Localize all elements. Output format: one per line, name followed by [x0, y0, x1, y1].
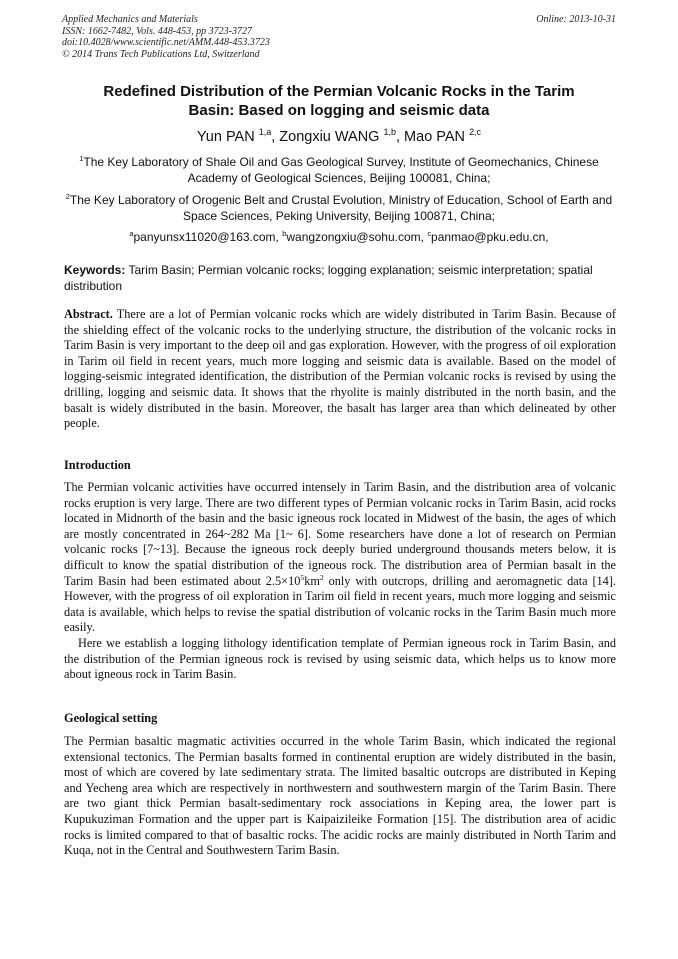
- email-b-sup: b: [282, 229, 287, 238]
- author-2: , Zongxiu WANG: [271, 129, 384, 145]
- introduction-heading: Introduction: [64, 458, 131, 472]
- online-date: Online: 2013-10-31: [536, 14, 616, 25]
- email-a-sup: a: [129, 229, 134, 238]
- copyright-line: © 2014 Trans Tech Publications Ltd, Switzerland: [62, 48, 260, 60]
- introduction-body: [64, 480, 616, 683]
- author-3: , Mao PAN: [396, 129, 470, 145]
- geological-setting-heading: Geological setting: [64, 711, 158, 725]
- abstract: [64, 307, 616, 432]
- email-a: panyunsx11020@163.com,: [133, 230, 283, 244]
- intro-p1-sup-a: 5: [300, 572, 305, 582]
- affiliation-1-sup: 1: [79, 154, 84, 163]
- affiliation-1: [62, 155, 616, 186]
- paper-title: [62, 82, 616, 120]
- affiliation-2-sup: 2: [65, 192, 70, 201]
- journal-name: Applied Mechanics and Materials: [62, 14, 198, 25]
- keywords-label: Keywords:: [64, 263, 126, 277]
- email-line: [62, 230, 616, 246]
- email-c-sup: c: [427, 229, 432, 238]
- keywords-text: Tarim Basin; Permian volcanic rocks; logging explanation; seismic interpretation; spatial distribution: [64, 263, 593, 293]
- doi-line: doi:10.4028/www.scientific.net/AMM.448-453.3723: [62, 37, 270, 49]
- affiliation-2-text: The Key Laboratory of Orogenic Belt and Crustal Evolution, Ministry of Education, School of Earth and Space Sciences, Peking University, Beijing 100871, China;: [69, 193, 613, 223]
- abstract-label: Abstract.: [64, 307, 113, 321]
- issn-line: ISSN: 1662-7482, Vols. 448-453, pp 3723-3727: [62, 25, 252, 37]
- intro-p1-text-a: The Permian volcanic activities have occurred intensely in Tarim Basin, and the distribution area of volcanic rocks eruption is very large. There are two different types of Permian volcanic rocks in Tarim Basin, acid rocks located in Midnorth of the basin and the basic igneous rock located in Midwest of the basin, the ages of which are mostly concentrated in 264~282 Ma [1~ 6]. Some researchers have done a lot of research on Permian volcanic rocks [7~13]. Because the igneous rock deeply buried underground thousands meters below, it is difficult to know the spatial distribution of the igneous rock. The distribution area of Permian basalt in the Tarim Basin had been estimated about 2.5×10: [64, 480, 616, 588]
- keywords: [64, 263, 616, 294]
- title-line-2: Basin: Based on logging and seismic data: [188, 102, 490, 119]
- introduction-paragraph-2: Here we establish a logging lithology identification template of Permian igneous rock in Tarim Basin, and the distribution of the Permian igneous rock is revised by using seismic data, which helps us to know more about igneous rock in Tarim Basin.: [64, 635, 616, 682]
- abstract-text: There are a lot of Permian volcanic rocks which are widely distributed in Tarim Basin. Because of the shielding effect of the volcanic rocks to the underlying structure, the distribution of the volcanic rocks in Tarim Basin is very important to the deep oil and gas exploration. However, with the progress of oil exploration in Tarim oil field in recent years, much more logging and seismic data is available. Based on the model of logging-seismic integrated identification, the distribution of the Permian volcanic rocks is revised by using the drilling, logging and seismic data. It shows that the rhyolite is mainly distributed in the north basin, and the basalt is widely distributed in the basin. Moreover, the basalt has larger area than which delineated by other people.: [64, 307, 616, 431]
- email-b: wangzongxiu@sohu.com,: [286, 230, 428, 244]
- title-line-1: Redefined Distribution of the Permian Volcanic Rocks in the Tarim: [103, 83, 575, 100]
- intro-p1-text-b: km: [304, 573, 320, 588]
- author-1-sup: 1,a: [258, 127, 272, 138]
- author-2-sup: 1,b: [383, 127, 396, 138]
- geological-setting-body: [64, 734, 616, 859]
- affiliation-2: [62, 193, 616, 224]
- author-1: Yun PAN: [196, 129, 259, 145]
- introduction-paragraph-1: [64, 480, 616, 636]
- affiliation-1-text: The Key Laboratory of Shale Oil and Gas Geological Survey, Institute of Geomechanics, Chinese Academy of Geological Sciences, Beijing 100081, China;: [83, 155, 599, 185]
- intro-p1-sup-b: 2: [319, 572, 324, 582]
- geological-paragraph-1: The Permian basaltic magmatic activities occurred in the whole Tarim Basin, which indicated the regional extensional tectonics. The Permian basalts formed in continental eruption are widely distributed in the basin, most of which are covered by late sedimentary strata. The limited basaltic outcrops are distributed in Keping and Yecheng area which are respectively in northwestern and southwestern margin of the Tarim Basin. There are two giant thick Permian basalt-sedimentary rock associations in Keping area, the lower part is Kupukuziman Formation and the upper part is Kaipaizileike Formation [15]. The distribution area of acidic rocks is limited compared to that of basaltic rocks. The acidic rocks are mainly distributed in North Tarim and Kuqa, not in the Central and Southwestern Tarim Basin.: [64, 734, 616, 858]
- author-list: [62, 128, 616, 146]
- intro-p1-text-c: only with outcrops, drilling and aeromagnetic data [14]. However, with the progress of oil exploration in Tarim oil field in recent years, much more logging and seismic data is available, which helps to revise the spatial distribution of volcanic rocks in the Tarim Basin much more easily.: [64, 573, 616, 635]
- author-3-sup: 2,c: [469, 127, 482, 138]
- journal-header: [62, 14, 616, 60]
- email-c: panmao@pku.edu.cn,: [431, 230, 549, 244]
